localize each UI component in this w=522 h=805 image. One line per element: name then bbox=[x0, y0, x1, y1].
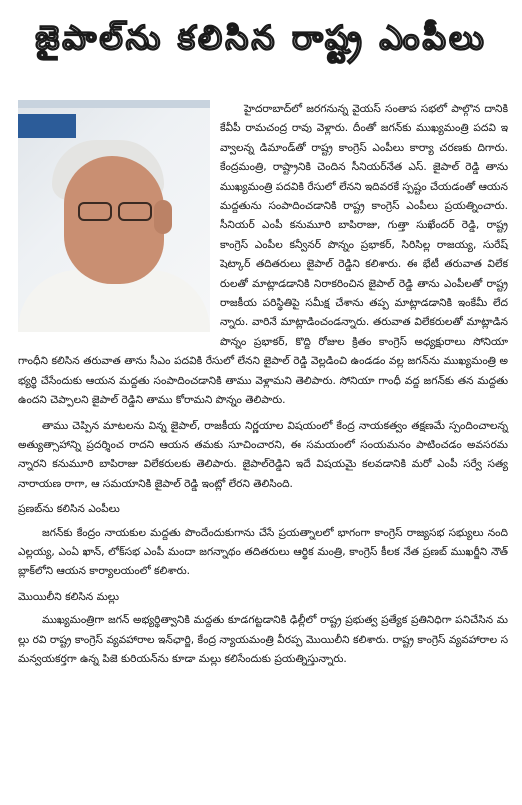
article-body bbox=[18, 100, 508, 669]
photo-spacer bbox=[18, 100, 220, 342]
subheading-moily: మొయిలీని కలిసిన మల్లు bbox=[18, 590, 119, 603]
page-title: జైపాల్‌ను కలిసిన రాష్ట్ర ఎంపీలు bbox=[35, 18, 487, 57]
subheading-pranab: ప్రణబ్‌ను కలిసిన ఎంపీలు bbox=[18, 503, 120, 516]
paragraph-4: ముఖ్యమంత్రిగా జగన్ అభ్యర్థిత్వానికి మద్దతు కూడగట్టడానికి ఢిల్లీలో రాష్ట్ర ప్రభుత్వ ప్రత్యేక ప్రతినిధిగా పనిచేసిన మల్లు రవి రాష్ట్ర కాంగ్రెస్ వ్యవహారాల ఇన్‌ఛార్జి, కేంద్ర న్యాయమంత్రి వీరప్ప మొయిలీని కలిశారు. రాష్ట్ర కాంగ్రెస్ వ్యవహారాల సమన్వయకర్తగా ఉన్న పిజె కురియన్‌ను కూడా మల్లు కలిసేందుకు ప్రయత్నిస్తున్నారు. bbox=[18, 614, 508, 665]
paragraph-2: తాము చెప్పిన మాటలను విన్న జైపాల్, రాజకీయ నిర్ణయాల విషయంలో కేంద్ర నాయకత్వం తక్షణమే స్పందించాలన్న అత్యుత్సాహాన్ని ప్రదర్శించ రాదని ఆయన తమకు సూచించారని, ఈ సమయంలో సంయమనం పాటించడం అవసరమన్నారని కనుమూరి బాపిరాజు విలేకరులకు తెలిపారు. జైపాల్‌రెడ్డిని ఇదే విషయమై కలవడానికి మరో ఎంపీ సర్వే సత్యనారాయణ రాగా, ఆ సమయానికి జైపాల్ రెడ్డి ఇంట్లో లేరని తెలిసింది. bbox=[18, 419, 508, 490]
paragraph-3: జగన్‌కు కేంద్రం నాయకుల మద్దతు పొందేందుకుగాను చేసే ప్రయత్నాలలో భాగంగా కాంగ్రెస్ రాజ్యసభ సభ్యులు నంది ఎల్లయ్య, ఎంఏ ఖాన్, లోక్‌సభ ఎంపీ మందా జగన్నాథం తదితరులు ఆర్థిక మంత్రి, కాంగ్రెస్ కీలక నేత ప్రణబ్ ముఖర్జీని నౌత్ బ్లాక్‌లోని ఆయన కార్యాలయంలో కలిశారు. bbox=[18, 526, 508, 578]
paragraph-1: హైదరాబాద్‌లో జరగనున్న వైయస్ సంతాప సభలో పాల్గొన దానికి కేవీపీ రామచంద్ర రావు వెళ్లారు. దీంతో జగన్‌కు ముఖ్యమంత్రి పదవి ఇవ్వాలన్న డిమాండ్‌తో రాష్ట్ర కాంగ్రెస్ ఎంపీలు కార్యా చరణకు దిగారు. కేంద్రమంత్రి, రాష్ట్రానికి చెందిన సీనియర్‌నేత ఎస్. జైపాల్ రెడ్డి తాను ముఖ్యమంత్రి పదవికి రేసులో లేనని ఇదివరకే స్పష్టం చేయడంతో ఆయన మద్దతును సంపాదించడానికి రాష్ట్ర కాంగ్రెస్ ఎంపీలు ప్రయత్నించారు. సీనియర్ ఎంపీ కనుమూరి బాపిరాజు, గుత్తా సుఖేందర్ రెడ్డి, రాష్ట్ర కాంగ్రెస్ ఎంపీల కన్వీనర్ పొన్నం ప్రభాకర్, సిరిసిల్ల రాజయ్య, సురేష్ షెట్కార్ తదితరులు జైపాల్ రెడ్డిని కలిశారు. ఈ భేటీ తరువాత విలేకరులతో మాట్లాడడానికి నిరాకరించిన జైపాల్ రెడ్డి తాను ఎంపీలతో రాష్ట్ర రాజకీయ పరిస్థితిపై సమీక్ష చేశాను తప్ప మాట్లాడడానికి ఇంకేమీ లేదన్నారు. వారినే మాట్లాడించండన్నారు. తరువాత విలేకరులతో మాట్లాడిన పొన్నం ప్రభాకర్, కొద్ది రోజుల క్రితం కాంగ్రెస్ అధ్యక్షురాలు సోనియా గాంధీని కలిసిన తరువాత తాను సీఎం పదవికి రేసులో లేనని జైపాల్ రెడ్డి వెల్లడించి ఉండడం వల్ల జగన్‌ను ముఖ్యమంత్రి అభ్యర్థి చేసేందుకు ఆయన మద్దతు సంపాదించడానికి తాము వెళ్లామని తెలిపారు. సోనియా గాంధీ వద్ద జగన్‌కు తన మద్దతు ఉందని చెప్పాలని జైపాల్ రెడ్డిని తాము కోరామని పొన్నం తెలిపారు. bbox=[18, 103, 508, 407]
